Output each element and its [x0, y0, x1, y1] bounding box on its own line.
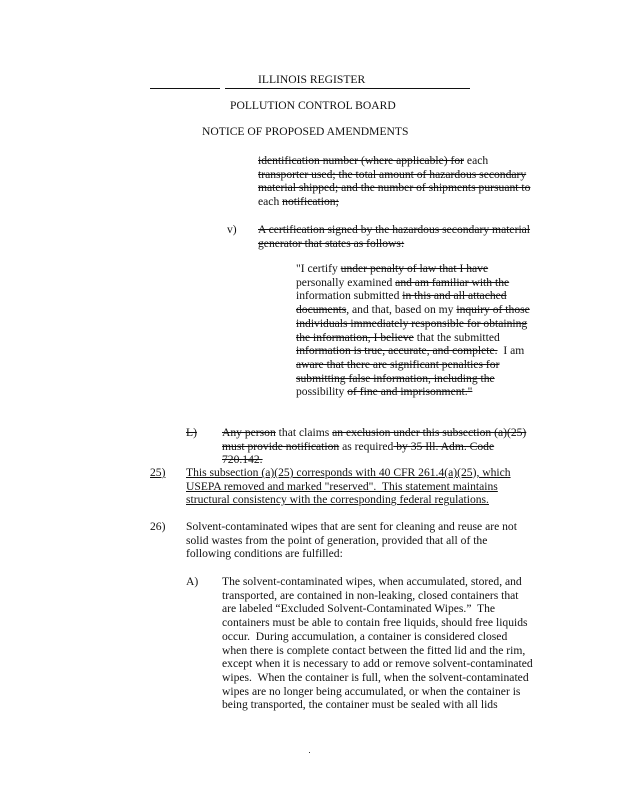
deleted-text: under penalty of law that I have [340, 262, 489, 275]
certification-quote-line [296, 331, 500, 344]
deleted-text: submitting false information, including the [296, 371, 495, 385]
subsection-26-a-line [222, 630, 507, 643]
certification-quote-line [296, 276, 509, 289]
deleted-text: generator that states as follows: [258, 236, 405, 250]
subsection-25-line [186, 493, 489, 506]
deleted-text: notification; [282, 195, 339, 209]
subsection-26-line [186, 547, 343, 560]
deleted-text: the information, I believe [296, 330, 414, 344]
text-segment: wipes. When the container is full, when the solvent-contaminated [222, 670, 529, 684]
text-segment: information submitted [296, 289, 403, 303]
text-segment: I am [497, 344, 525, 358]
text-segment: except when it is necessary to add or remove solvent-contaminated [222, 657, 533, 671]
board-title: POLLUTION CONTROL BOARD [230, 99, 396, 112]
text-segment: The solvent-contaminated wipes, when accumulated, stored, and [222, 575, 522, 588]
identification-paragraph-line [258, 195, 339, 208]
deleted-text: information is true, accurate, and complete. [296, 344, 498, 358]
certification-quote-line [296, 372, 495, 385]
deleted-text: identification number (where applicable) for [258, 154, 465, 167]
subsection-26-a-line [222, 685, 520, 698]
certification-quote-line [296, 262, 488, 275]
subsection-v-line [258, 237, 404, 250]
text-segment: that claims [275, 426, 333, 439]
subsection-26-a-line [222, 671, 529, 684]
text-segment: containers must be able to contain free liquids, should free liquids [222, 616, 528, 630]
text-segment: being transported, the container must be sealed with all lids [222, 698, 498, 712]
notice-title: NOTICE OF PROPOSED AMENDMENTS [202, 125, 409, 138]
text-segment: are labeled “Excluded Solvent-Contaminated Wipes.” The [222, 602, 496, 616]
page-speck [309, 752, 310, 753]
subsection-26-line [186, 520, 517, 533]
certification-quote-line [296, 317, 527, 330]
text-segment: Solvent-contaminated wipes that are sent for cleaning and reuse are not [186, 520, 517, 533]
subsection-26-a-line [222, 616, 528, 629]
text-segment: each [258, 195, 283, 209]
text-segment: "I certify [296, 262, 341, 275]
deleted-text: inquiry of those [456, 303, 530, 317]
header-rule-right [225, 88, 470, 89]
subsection-26-a-line [222, 575, 522, 588]
subsection-26-line [186, 534, 487, 547]
certification-quote-line [296, 344, 524, 357]
header-rule-left [150, 88, 220, 89]
deleted-text: individuals immediately responsible for obtaining [296, 316, 528, 330]
subsection-25-line [186, 480, 498, 493]
deleted-text: must provide notification [222, 439, 340, 453]
deleted-text: Any person [222, 426, 276, 439]
identification-paragraph-line [258, 154, 488, 167]
text-segment: , and that, based on my [346, 303, 457, 317]
deleted-text: documents [296, 303, 347, 317]
deleted-text: aware that there are significant penalties for [296, 357, 500, 371]
certification-quote-line [296, 289, 507, 302]
text-segment: wipes are no longer being accumulated, or when the container is [222, 684, 521, 698]
inserted-text: structural consistency with the corresponding federal regulations. [186, 493, 489, 507]
subsection-26-a-line [222, 644, 525, 657]
subsection-l-line [222, 426, 526, 439]
subsection-26-a-line [222, 657, 533, 670]
deleted-text: and am familiar with the [395, 275, 510, 289]
text-segment: possibility [296, 385, 348, 399]
text-segment: occur. During accumulation, a container is considered closed [222, 629, 508, 643]
inserted-text: USEPA removed and marked "reserved". This statement maintains [186, 479, 498, 493]
subsection-26-a-line [222, 602, 495, 615]
text-segment: when there is complete contact between the fitted lid and the rim, [222, 643, 526, 657]
subsection-26-a-line [222, 698, 498, 711]
subsection-v-label: v) [227, 223, 237, 236]
text-segment: personally examined [296, 275, 396, 289]
deleted-text: an exclusion under this subsection (a)(25) [332, 426, 527, 439]
text-segment: solid wastes from the point of generation, provided that all of the [186, 533, 488, 547]
deleted-text: in this and all attached [402, 289, 507, 303]
identification-paragraph-line [258, 181, 530, 194]
subsection-26-label: 26) [150, 520, 166, 533]
deleted-text: material shipped; and the number of shipments pursuant to [258, 181, 531, 195]
deleted-text: by 35 Ill. Adm. Code [393, 439, 495, 453]
subsection-26-a-label: A) [186, 575, 199, 588]
subsection-l-label: L) [186, 426, 197, 439]
subsection-l-line [222, 440, 494, 453]
text-segment: each [464, 154, 489, 167]
register-title: ILLINOIS REGISTER [258, 73, 366, 86]
deleted-text: 720.142. [222, 453, 263, 467]
deleted-text: transporter used; the total amount of hazardous secondary [258, 167, 527, 181]
text-segment: that the submitted [413, 330, 500, 344]
inserted-text: This subsection (a)(25) corresponds with 40 CFR 261.4(a)(25), which [186, 466, 511, 479]
text-segment: as required [339, 439, 394, 453]
identification-paragraph-line [258, 168, 526, 181]
subsection-26-a-line [222, 589, 519, 602]
subsection-25-label: 25) [150, 466, 166, 479]
certification-quote-line [296, 358, 499, 371]
deleted-text: of fine and imprisonment." [347, 385, 473, 399]
text-segment: transported, are contained in non-leaking, closed containers that [222, 588, 519, 602]
certification-quote-line [296, 303, 530, 316]
subsection-v-line [258, 223, 530, 236]
subsection-l-line [222, 453, 263, 466]
text-segment: following conditions are fulfilled: [186, 547, 343, 561]
subsection-25-line [186, 466, 511, 479]
deleted-text: A certification signed by the hazardous secondary material [258, 223, 531, 236]
certification-quote-line [296, 385, 472, 398]
